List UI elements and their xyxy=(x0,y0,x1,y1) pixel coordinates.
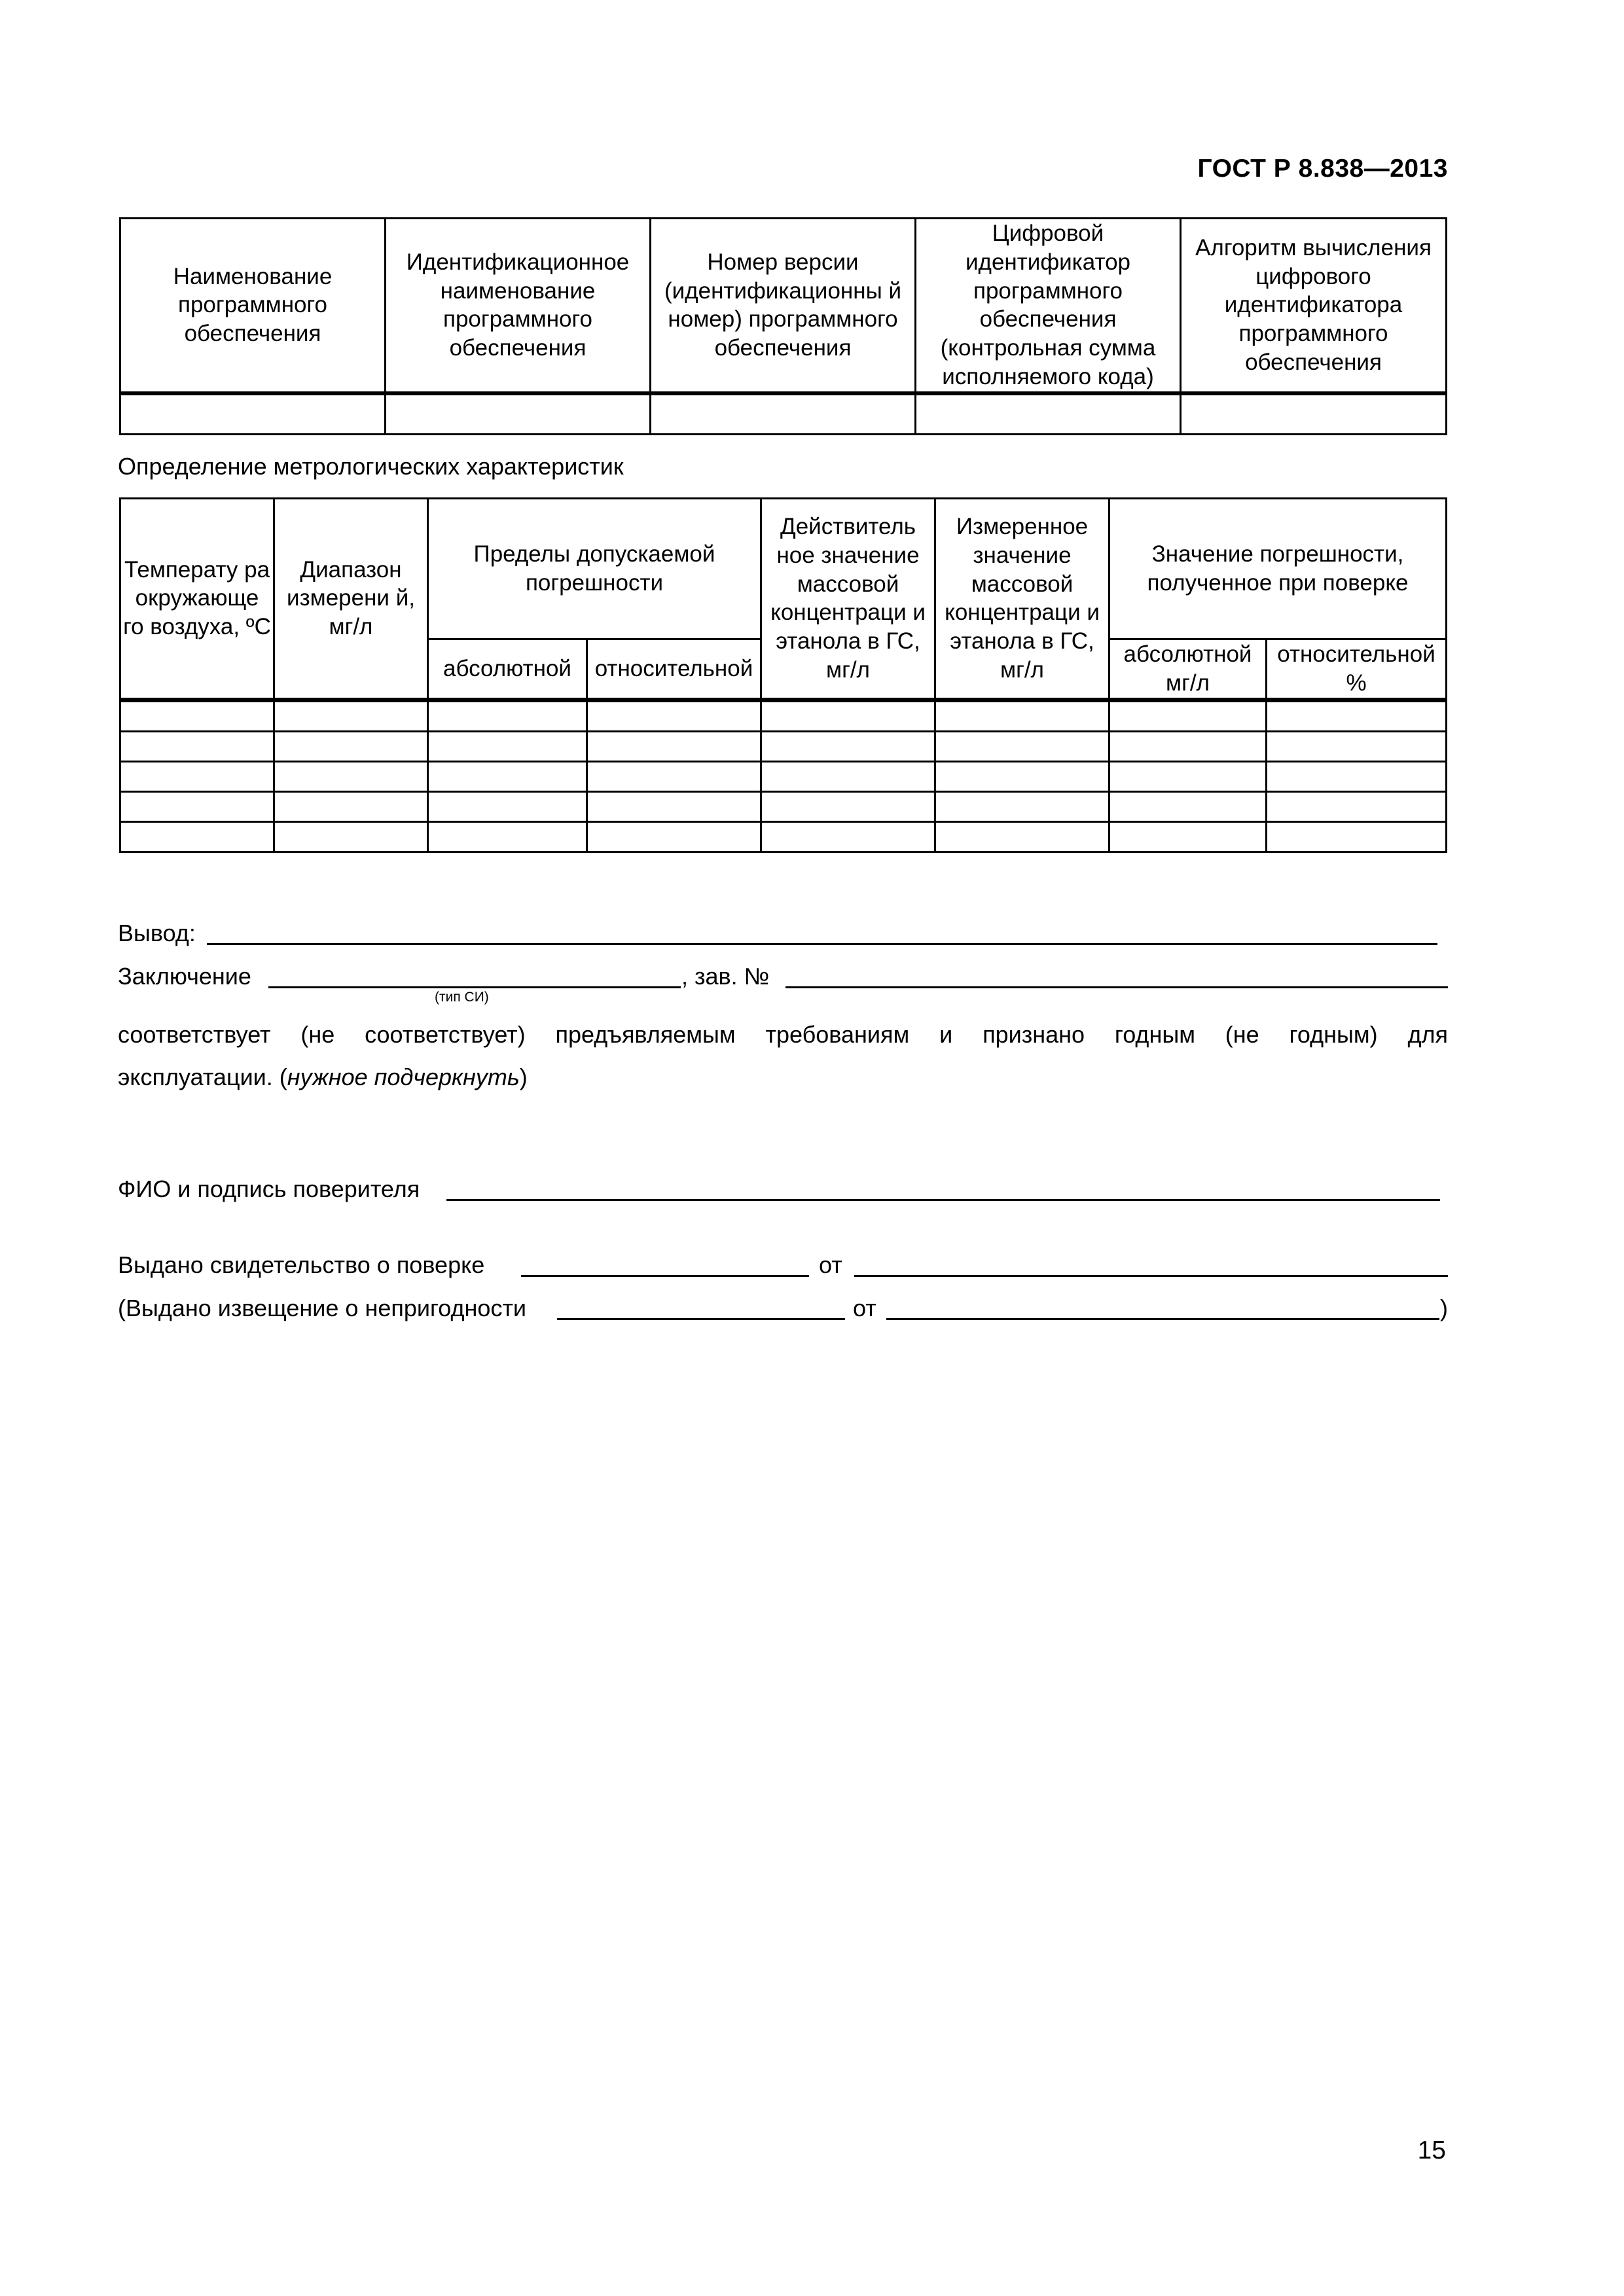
table-cell[interactable] xyxy=(587,731,761,761)
table-cell[interactable] xyxy=(1267,761,1447,791)
column-header-actual: Действитель ное значение массовой концентраци и этанола в ГС, мг/л xyxy=(761,499,935,700)
column-header-limits-relative: относительной xyxy=(587,639,761,700)
metrology-caption: Определение метрологических характеристик xyxy=(118,453,624,480)
compliance-statement: соответствует (не соответствует) предъявляемым требованиям и признано годным (не годным) для xyxy=(118,1021,1448,1048)
table-cell[interactable] xyxy=(120,761,274,791)
operation-hint: нужное подчеркнуть xyxy=(287,1064,520,1090)
table-cell[interactable] xyxy=(428,791,587,821)
table-cell[interactable] xyxy=(1110,791,1267,821)
table-cell[interactable] xyxy=(428,731,587,761)
notice-number-field[interactable] xyxy=(557,1318,845,1320)
table-cell[interactable] xyxy=(761,731,935,761)
column-header-error-absolute: абсолютной мг/л xyxy=(1110,639,1267,700)
table-cell[interactable] xyxy=(386,393,651,435)
table-cell[interactable] xyxy=(1267,700,1447,731)
table-cell[interactable] xyxy=(587,761,761,791)
column-header-measured: Измеренное значение массовой концентраци и этанола в ГС, мг/л xyxy=(935,499,1110,700)
table-cell[interactable] xyxy=(1181,393,1447,435)
document-code: ГОСТ Р 8.838—2013 xyxy=(1197,154,1448,183)
notice-from-label: от xyxy=(853,1295,876,1321)
table-cell[interactable] xyxy=(120,393,386,435)
software-identification-table xyxy=(119,217,1447,435)
column-header-temperature: Температу ра окружающе го воздуха, ºС xyxy=(120,499,274,700)
certificate-label: Выдано свидетельство о поверке xyxy=(118,1251,485,1278)
conclusion-field[interactable] xyxy=(207,943,1437,945)
table-header-row xyxy=(120,219,1447,393)
table-cell[interactable] xyxy=(761,700,935,731)
column-header-error-relative: относительной % xyxy=(1267,639,1447,700)
table-cell[interactable] xyxy=(274,761,428,791)
table-cell[interactable] xyxy=(935,700,1110,731)
table-cell[interactable] xyxy=(587,821,761,852)
table-cell[interactable] xyxy=(1267,791,1447,821)
table-row xyxy=(120,761,1447,791)
notice-date-field[interactable] xyxy=(886,1318,1439,1320)
table-cell[interactable] xyxy=(1110,731,1267,761)
table-row xyxy=(120,731,1447,761)
instrument-type-field[interactable] xyxy=(268,986,681,988)
table-cell[interactable] xyxy=(120,731,274,761)
conclusion-label: Вывод: xyxy=(118,920,196,946)
table-cell[interactable] xyxy=(1267,731,1447,761)
table-cell[interactable] xyxy=(428,821,587,852)
table-cell[interactable] xyxy=(935,791,1110,821)
verifier-signature-field[interactable] xyxy=(446,1199,1440,1201)
serial-number-field[interactable] xyxy=(785,986,1448,988)
certificate-number-field[interactable] xyxy=(521,1275,809,1277)
table-cell[interactable] xyxy=(587,791,761,821)
table-cell[interactable] xyxy=(120,791,274,821)
table-row xyxy=(120,700,1447,731)
table-cell[interactable] xyxy=(587,700,761,731)
table-cell[interactable] xyxy=(761,791,935,821)
operation-statement xyxy=(118,1064,528,1091)
column-header: Алгоритм вычисления цифрового идентификатора программного обеспечения xyxy=(1181,219,1447,393)
column-header-error: Значение погрешности, полученное при поверке xyxy=(1110,499,1447,639)
table-cell[interactable] xyxy=(1110,700,1267,731)
operation-close: ) xyxy=(519,1064,528,1090)
serial-number-label: , зав. № xyxy=(681,963,770,990)
column-header-range: Диапазон измерени й, мг/л xyxy=(274,499,428,700)
operation-text: эксплуатации. ( xyxy=(118,1064,287,1090)
table-cell[interactable] xyxy=(935,821,1110,852)
table-cell[interactable] xyxy=(1110,761,1267,791)
table-cell[interactable] xyxy=(274,821,428,852)
table-cell[interactable] xyxy=(935,731,1110,761)
table-cell[interactable] xyxy=(1267,821,1447,852)
column-header: Наименование программного обеспечения xyxy=(120,219,386,393)
metrology-table xyxy=(119,497,1447,853)
table-cell[interactable] xyxy=(761,821,935,852)
column-header: Цифровой идентификатор программного обеспечения (контрольная сумма исполняемого кода) xyxy=(916,219,1181,393)
table-cell[interactable] xyxy=(120,821,274,852)
column-header: Номер версии (идентификационны й номер) программного обеспечения xyxy=(651,219,916,393)
table-cell[interactable] xyxy=(274,700,428,731)
table-cell[interactable] xyxy=(916,393,1181,435)
table-header-row xyxy=(120,499,1447,639)
page-number: 15 xyxy=(1417,2136,1446,2164)
column-header-limits: Пределы допускаемой погрешности xyxy=(428,499,761,639)
table-row xyxy=(120,393,1447,435)
notice-label: (Выдано извещение о непригодности xyxy=(118,1295,527,1321)
instrument-type-hint: (тип СИ) xyxy=(435,990,489,1005)
table-cell[interactable] xyxy=(274,731,428,761)
verdict-label: Заключение xyxy=(118,963,251,990)
table-row xyxy=(120,791,1447,821)
table-row xyxy=(120,821,1447,852)
column-header: Идентификационное наименование программного обеспечения xyxy=(386,219,651,393)
table-cell[interactable] xyxy=(935,761,1110,791)
table-cell[interactable] xyxy=(120,700,274,731)
table-cell[interactable] xyxy=(1110,821,1267,852)
certificate-from-label: от xyxy=(819,1251,842,1278)
notice-close: ) xyxy=(1440,1295,1448,1321)
certificate-date-field[interactable] xyxy=(854,1275,1448,1277)
verifier-label: ФИО и подпись поверителя xyxy=(118,1175,420,1202)
table-cell[interactable] xyxy=(428,700,587,731)
table-cell[interactable] xyxy=(428,761,587,791)
table-cell[interactable] xyxy=(274,791,428,821)
column-header-limits-absolute: абсолютной xyxy=(428,639,587,700)
table-cell[interactable] xyxy=(761,761,935,791)
table-cell[interactable] xyxy=(651,393,916,435)
